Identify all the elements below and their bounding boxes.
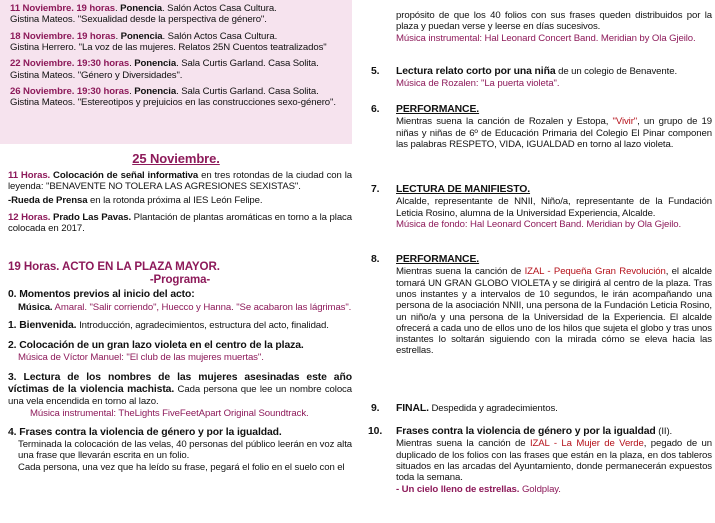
right-column [362,0,715,523]
music-text: Música de Rozalen: "La puerta violeta". [396,78,560,90]
program-item-4-cont [362,10,712,44]
music-text: Música de fondo: Hal Leonard Concert Band. Meridian by Ola Gjeilo. [396,218,682,230]
music-label: Música. [18,301,53,313]
program-item-5 [362,66,712,90]
item-text: en tres rotondas de la ciudad con la leyenda: "BENAVENTE NO TOLERA LAS AGRESIONES SEXISTAS". [8,170,352,193]
day-title: 25 Noviembre. [132,151,220,166]
item-heading: Frases contra la violencia de género y por la igualdad [396,426,656,437]
music-text: Amaral. "Salir corriendo", Huecco y Hanna. "Se acabaron las lágrimas". [54,301,352,313]
song-title: IZAL - Pequeña Gran Revolución [524,266,666,278]
program-item-7 [362,184,712,230]
item-number: 6. [371,104,380,115]
event-place: Salón Actos Casa Cultura. [167,3,277,14]
prior-event: 26 Noviembre. 19:30 horas. Ponencia. Sala Curtis Garland. Casa Solita. Gistina Mateos. "Estereotipos y prejuicios en las construcciones sexo-género". [10,86,346,109]
closing-song: - Un cielo lleno de estrellas. [396,483,520,495]
closing-artist: Goldplay. [521,483,561,495]
item-text: Despedida y agradecimientos. [431,403,558,414]
program-item-8 [362,254,712,357]
prior-event: 11 Noviembre. 19 horas. Ponencia. Salón Actos Casa Cultura. Gistina Mateos. "Sexualidad desde la perspectiva de género". [10,3,346,26]
item-heading: -Rueda de Prensa [8,194,88,206]
item-heading: 4. Frases contra la violencia de género y por la igualdad. [8,426,282,438]
program-item-3 [8,372,352,419]
item-text: propósito de que los 40 folios con sus frases queden distribuidos por la plaza y puedan verse y leerse en días sucesivos. [396,10,712,33]
event-place: Salón Actos Casa Cultura. [167,30,278,42]
program-section [8,260,352,473]
music-text: Música instrumental: TheLights FiveFeetApart Original Soundtrack. [30,407,309,419]
item-heading: 3. Lectura de los nombres de las mujeres asesinadas este año víctimas de la violencia machista. [8,371,352,395]
prior-event: 18 Noviembre. 19 horas. Ponencia. Salón Actos Casa Cultura. Gistina Herrero. "La voz de las mujeres. Relatos 25N Cuentos teatralizados" [10,31,346,54]
item-heading: 2. Colocación de un gran lazo violeta en el centro de la plaza. [8,340,304,352]
program-item-1 [8,320,352,332]
item-12h [8,212,352,235]
program-item-6 [362,104,712,150]
item-text: de un colegio de Benavente. [558,66,678,77]
item-number: 10. [368,426,383,437]
music-text: Música de Víctor Manuel: "El club de las mujeres muertas". [18,352,264,364]
prior-events-box [0,0,352,144]
item-number: 7. [371,184,380,195]
item-text: Cada persona que lee un nombre coloca una vela encendida en torno al lazo. [8,383,352,408]
event-date: 22 Noviembre. 19:30 horas [10,58,130,70]
event-date: 26 Noviembre. 19:30 horas [10,85,130,97]
item-text: , un grupo de 19 niñas y niñas de 6º de Educación Primaria del Colegio El Pinar componen las palabras RESPETO, VIDA, IGUALDAD en torno al lazo violeta. [396,116,712,150]
item-text: Introducción, agradecimientos, estructura del acto, finalidad. [79,319,329,331]
music-text: Música instrumental: Hal Leonard Concert Band. Meridian by Ola Gjeilo. [396,32,696,44]
event-place: Sala Curtis Garland. Casa Solita. [181,85,319,97]
item-number: 9. [371,403,380,414]
item-heading: 1. Bienvenida. [8,319,77,331]
programa-label: -Programa- [149,273,211,286]
item-text: en la rotonda próxima al IES León Felipe. [90,194,263,206]
item-text: Mientras suena la canción de Rozalen y Estopa, [396,116,613,128]
morning-section [8,170,352,235]
event-speaker: Gistina Mateos. "Sexualidad desde la perspectiva de género". [10,14,267,26]
program-item-9 [362,403,712,415]
event-speaker: Gistina Mateos. "Estereotipos y prejuicios en las construcciones sexo-género". [10,97,336,109]
item-number: 8. [371,254,380,265]
time-label: 12 Horas. [8,211,51,223]
program-item-2 [8,340,352,364]
time-label: 11 Horas. [8,170,51,181]
item-text: Mientras suena la canción de [396,266,525,278]
item-number: 5. [371,66,380,77]
event-type: Ponencia [120,3,162,14]
acto-title: 19 Horas. ACTO EN LA PLAZA MAYOR. [8,260,220,273]
item-text: Mientras suena la canción de [396,438,530,450]
event-date: 18 Noviembre. 19 horas [10,30,116,42]
event-speaker: Gistina Mateos. "Género y Diversidades". [10,69,183,81]
event-speaker: Gistina Herrero. "La voz de las mujeres. Relatos 25N Cuentos teatralizados" [10,41,327,53]
item-text: Plantación de plantas aromáticas en torno a la placa colocada en 2017. [8,211,352,235]
item-heading: Colocación de señal informativa [53,170,199,181]
program-item-0 [8,289,352,313]
item-heading: FINAL. [396,403,429,414]
event-type: Ponencia [120,30,163,42]
item-rueda [8,195,352,206]
item-heading: LECTURA DE MANIFIESTO. [396,184,531,195]
item-text: (II). [655,426,673,437]
program-item-4 [8,427,352,473]
item-text: , el alcalde tomará UN GRAN GLOBO VIOLETA y se dirigirá al centro de la plaza. Tras unos instantes y a intervalos de 10 segundos, le irán acompañando una persona de la asociación NNII, una persona de la Fundación Leticia Rosino, un niño/a y una persona de la Universidad de la Experiencia. El alcalde ofrecerá a cada uno de ellos uno de los hilos que sujeta el globo y tras unos instantes lo soltarán siguiendo con la mirada cómo se eleva hacia las estrellas. [396,266,712,357]
item-heading: PERFORMANCE. [396,104,480,115]
item-11h [8,170,352,193]
item-text: Cada persona, una vez que ha leído su frase, pegará el folio en el suelo con el [18,461,345,473]
item-heading: PERFORMANCE. [396,254,480,265]
item-text: Alcalde, representante de NNII, Niño/a, representante de la Fundación Leticia Rosino, alumna de la Universidad Experiencia, Alcalde. [396,196,712,219]
item-heading: Prado Las Pavas. [53,211,132,223]
item-heading: 0. Momentos previos al inicio del acto: [8,289,195,301]
event-type: Ponencia [134,85,177,97]
song-title: "Vivir" [612,116,638,128]
item-text: , pegado de un duplicado de los folios con las frases que están en la plaza, en dos tableros situados en las arcadas del Ayuntamiento, donde permanecerán expuestos toda la semana. [396,438,712,484]
item-text: Terminada la colocación de las velas, 40 personas del público leerán en voz alta una frase que llevarán escrita en un folio. [18,439,352,462]
event-type: Ponencia [134,58,177,70]
program-item-10 [362,426,712,495]
event-date: 11 Noviembre. 19 horas [10,3,115,14]
song-title: IZAL - La Mujer de Verde [529,438,644,450]
prior-event: 22 Noviembre. 19:30 horas. Ponencia. Sala Curtis Garland. Casa Solita. Gistina Mateos. "Género y Diversidades". [10,58,346,81]
event-place: Sala Curtis Garland. Casa Solita. [181,58,319,70]
item-heading: Lectura relato corto por una niña [396,66,556,77]
